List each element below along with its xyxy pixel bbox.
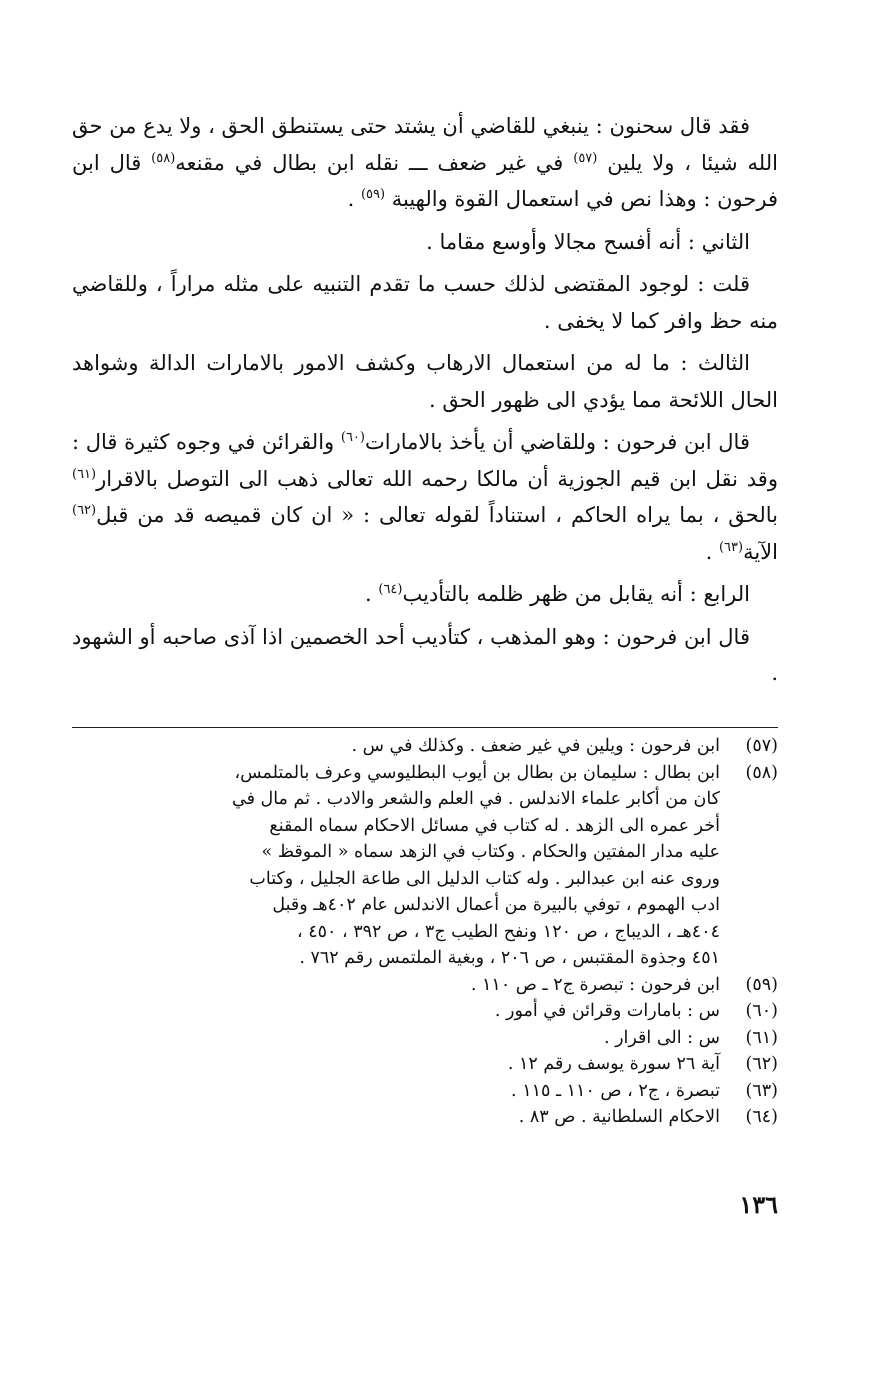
paragraph-ibn-farhun-amarat xyxy=(72,424,778,570)
text-run: قال ابن فرحون : وهذا نص في استعمال القوة والهيبة xyxy=(72,150,778,211)
footnote-ref-61[interactable]: (٦١) xyxy=(72,466,97,482)
text-run: . xyxy=(365,582,379,606)
footnote-number: (٦١) xyxy=(745,1027,778,1048)
footnote-line: ابن فرحون : ويلين في غير ضعف . وكذلك في س . xyxy=(351,736,720,756)
text-run: في غير ضعف ـــ نقله ابن بطال في مقنعه xyxy=(175,150,574,175)
footnote-text xyxy=(72,1078,720,1105)
text-run: قال ابن فرحون : وهو المذهب ، كتأديب أحد الخصمين اذا آذى صاحبه أو الشهود . xyxy=(72,624,778,685)
text-run: . xyxy=(705,539,719,564)
text-run: فقد قال سحنون : ينبغي للقاضي أن يشتد حتى يستنطق الحق ، ولا يدع من حق الله شيئا ، ولا يلين xyxy=(72,114,778,175)
footnote-ref-62[interactable]: (٦٢) xyxy=(72,503,97,518)
text-run: الآية xyxy=(743,539,778,564)
footnote-ref-57[interactable]: (٥٧) xyxy=(573,150,598,166)
page-number: ١٣٦ xyxy=(739,1190,778,1219)
footnote-line: تبصرة ، ج٢ ، ص ١١٠ ـ ١١٥ . xyxy=(511,1080,720,1101)
footnote-text xyxy=(72,1051,720,1078)
text-run: بالحق ، بما يراه الحاكم ، استناداً لقوله تعالى : « ان كان قميصه قد من قبل xyxy=(96,503,778,527)
text-run: الثاني : أنه أفسح مجالا وأوسع مقاما . xyxy=(426,229,750,254)
footnote-ref-59[interactable]: (٥٩) xyxy=(360,187,386,202)
footnote-line: ابن بطال : سليمان بن بطال بن أيوب البطليوسي وعرف بالمتلمس، xyxy=(234,762,720,783)
paragraph-ibn-farhun-madhhab xyxy=(72,619,778,692)
footnote-text xyxy=(72,1104,720,1131)
footnote-number: (٥٨) xyxy=(745,762,778,783)
footnote-number: (٦٠) xyxy=(745,1001,778,1021)
text-run: الثالث : ما له من استعمال الارهاب وكشف الامور بالامارات الدالة وشواهد الحال اللائحة مما يؤدي الى ظهور الحق . xyxy=(72,351,778,412)
paragraph-third xyxy=(72,345,778,418)
footnote-number: (٥٧) xyxy=(745,736,778,756)
footnote-line: ٤٠٤هـ ، الديباج ، ص ١٢٠ ونفح الطيب ج٣ ، ص ٣٩٢ ، ٤٥٠ ، xyxy=(297,921,720,942)
text-run: الرابع : أنه يقابل من ظهر ظلمه بالتأديب xyxy=(402,582,750,606)
footnote-number: (٥٩) xyxy=(745,974,778,995)
footnote-text xyxy=(72,1025,720,1052)
footnote-item xyxy=(72,998,778,1025)
footnote-line: أخر عمره الى الزهد . له كتاب في مسائل الاحكام سماه المقنع xyxy=(269,815,720,836)
text-run: والقرائن في وجوه كثيرة قال : وقد نقل ابن قيم الجوزية أن مالكا رحمه الله تعالى ذهب الى التوصل بالاقرار xyxy=(72,430,778,491)
footnote-line: ابن فرحون : تبصرة ج٢ ـ ص ١١٠ . xyxy=(470,974,720,995)
footnote-ref-58[interactable]: (٥٨) xyxy=(151,150,176,166)
footnote-line: س : بامارات وقرائن في أمور . xyxy=(494,1001,720,1021)
footnote-line: ادب الهموم ، توفي بالبيرة من أعمال الاندلس عام ٤٠٢هـ وقبل xyxy=(272,895,720,915)
footnote-text xyxy=(72,733,720,760)
footnote-item xyxy=(72,733,778,760)
main-text xyxy=(72,108,778,698)
footnote-text xyxy=(72,998,720,1025)
footnote-line: وروى عنه ابن عبدالبر . وله كتاب الدليل الى طاعة الجليل ، وكتاب xyxy=(249,868,720,889)
footnote-line: عليه مدار المفتين والحكام . وكتاب في الزهد سماه « الموقظ » xyxy=(261,842,720,862)
footnote-line: آية ٢٦ سورة يوسف رقم ١٢ . xyxy=(507,1054,720,1074)
footnote-ref-63[interactable]: (٦٣) xyxy=(718,539,744,555)
footnote-text xyxy=(72,972,720,999)
paragraph-qult xyxy=(72,266,778,339)
footnote-text xyxy=(72,760,720,972)
paragraph-second xyxy=(72,224,778,261)
paragraph-sahnun xyxy=(72,108,778,218)
footnotes xyxy=(72,733,778,1131)
footnote-line: كان من أكابر علماء الاندلس . في العلم والشعر والادب . ثم مال في xyxy=(232,789,720,809)
footnote-ref-64[interactable]: (٦٤) xyxy=(378,582,403,597)
footnote-line: ٤٥١ وجذوة المقتبس ، ص ٢٠٦ ، وبغية الملتمس رقم ٧٦٢ . xyxy=(299,948,720,968)
footnote-item xyxy=(72,1051,778,1078)
footnote-item xyxy=(72,760,778,972)
footnote-item xyxy=(72,1078,778,1105)
text-run: قلت : لوجود المقتضى لذلك حسب ما تقدم التنبيه على مثله مراراً ، وللقاضي منه حظ وافر كما لا يخفى . xyxy=(72,272,778,333)
footnote-number: (٦٣) xyxy=(745,1080,778,1101)
text-run: . xyxy=(347,187,361,211)
text-run: قال ابن فرحون : وللقاضي أن يأخذ بالامارات xyxy=(364,430,750,454)
footnote-number: (٦٤) xyxy=(745,1107,778,1127)
footnote-ref-60[interactable]: (٦٠) xyxy=(340,430,365,445)
paragraph-fourth xyxy=(72,576,778,613)
footnote-item xyxy=(72,1104,778,1131)
footnote-line: س : الى اقرار . xyxy=(603,1027,720,1048)
footnote-divider xyxy=(72,727,778,728)
footnote-item xyxy=(72,972,778,999)
footnote-number: (٦٢) xyxy=(745,1054,778,1074)
footnote-line: الاحكام السلطانية . ص ٨٣ . xyxy=(518,1107,720,1127)
footnote-item xyxy=(72,1025,778,1052)
